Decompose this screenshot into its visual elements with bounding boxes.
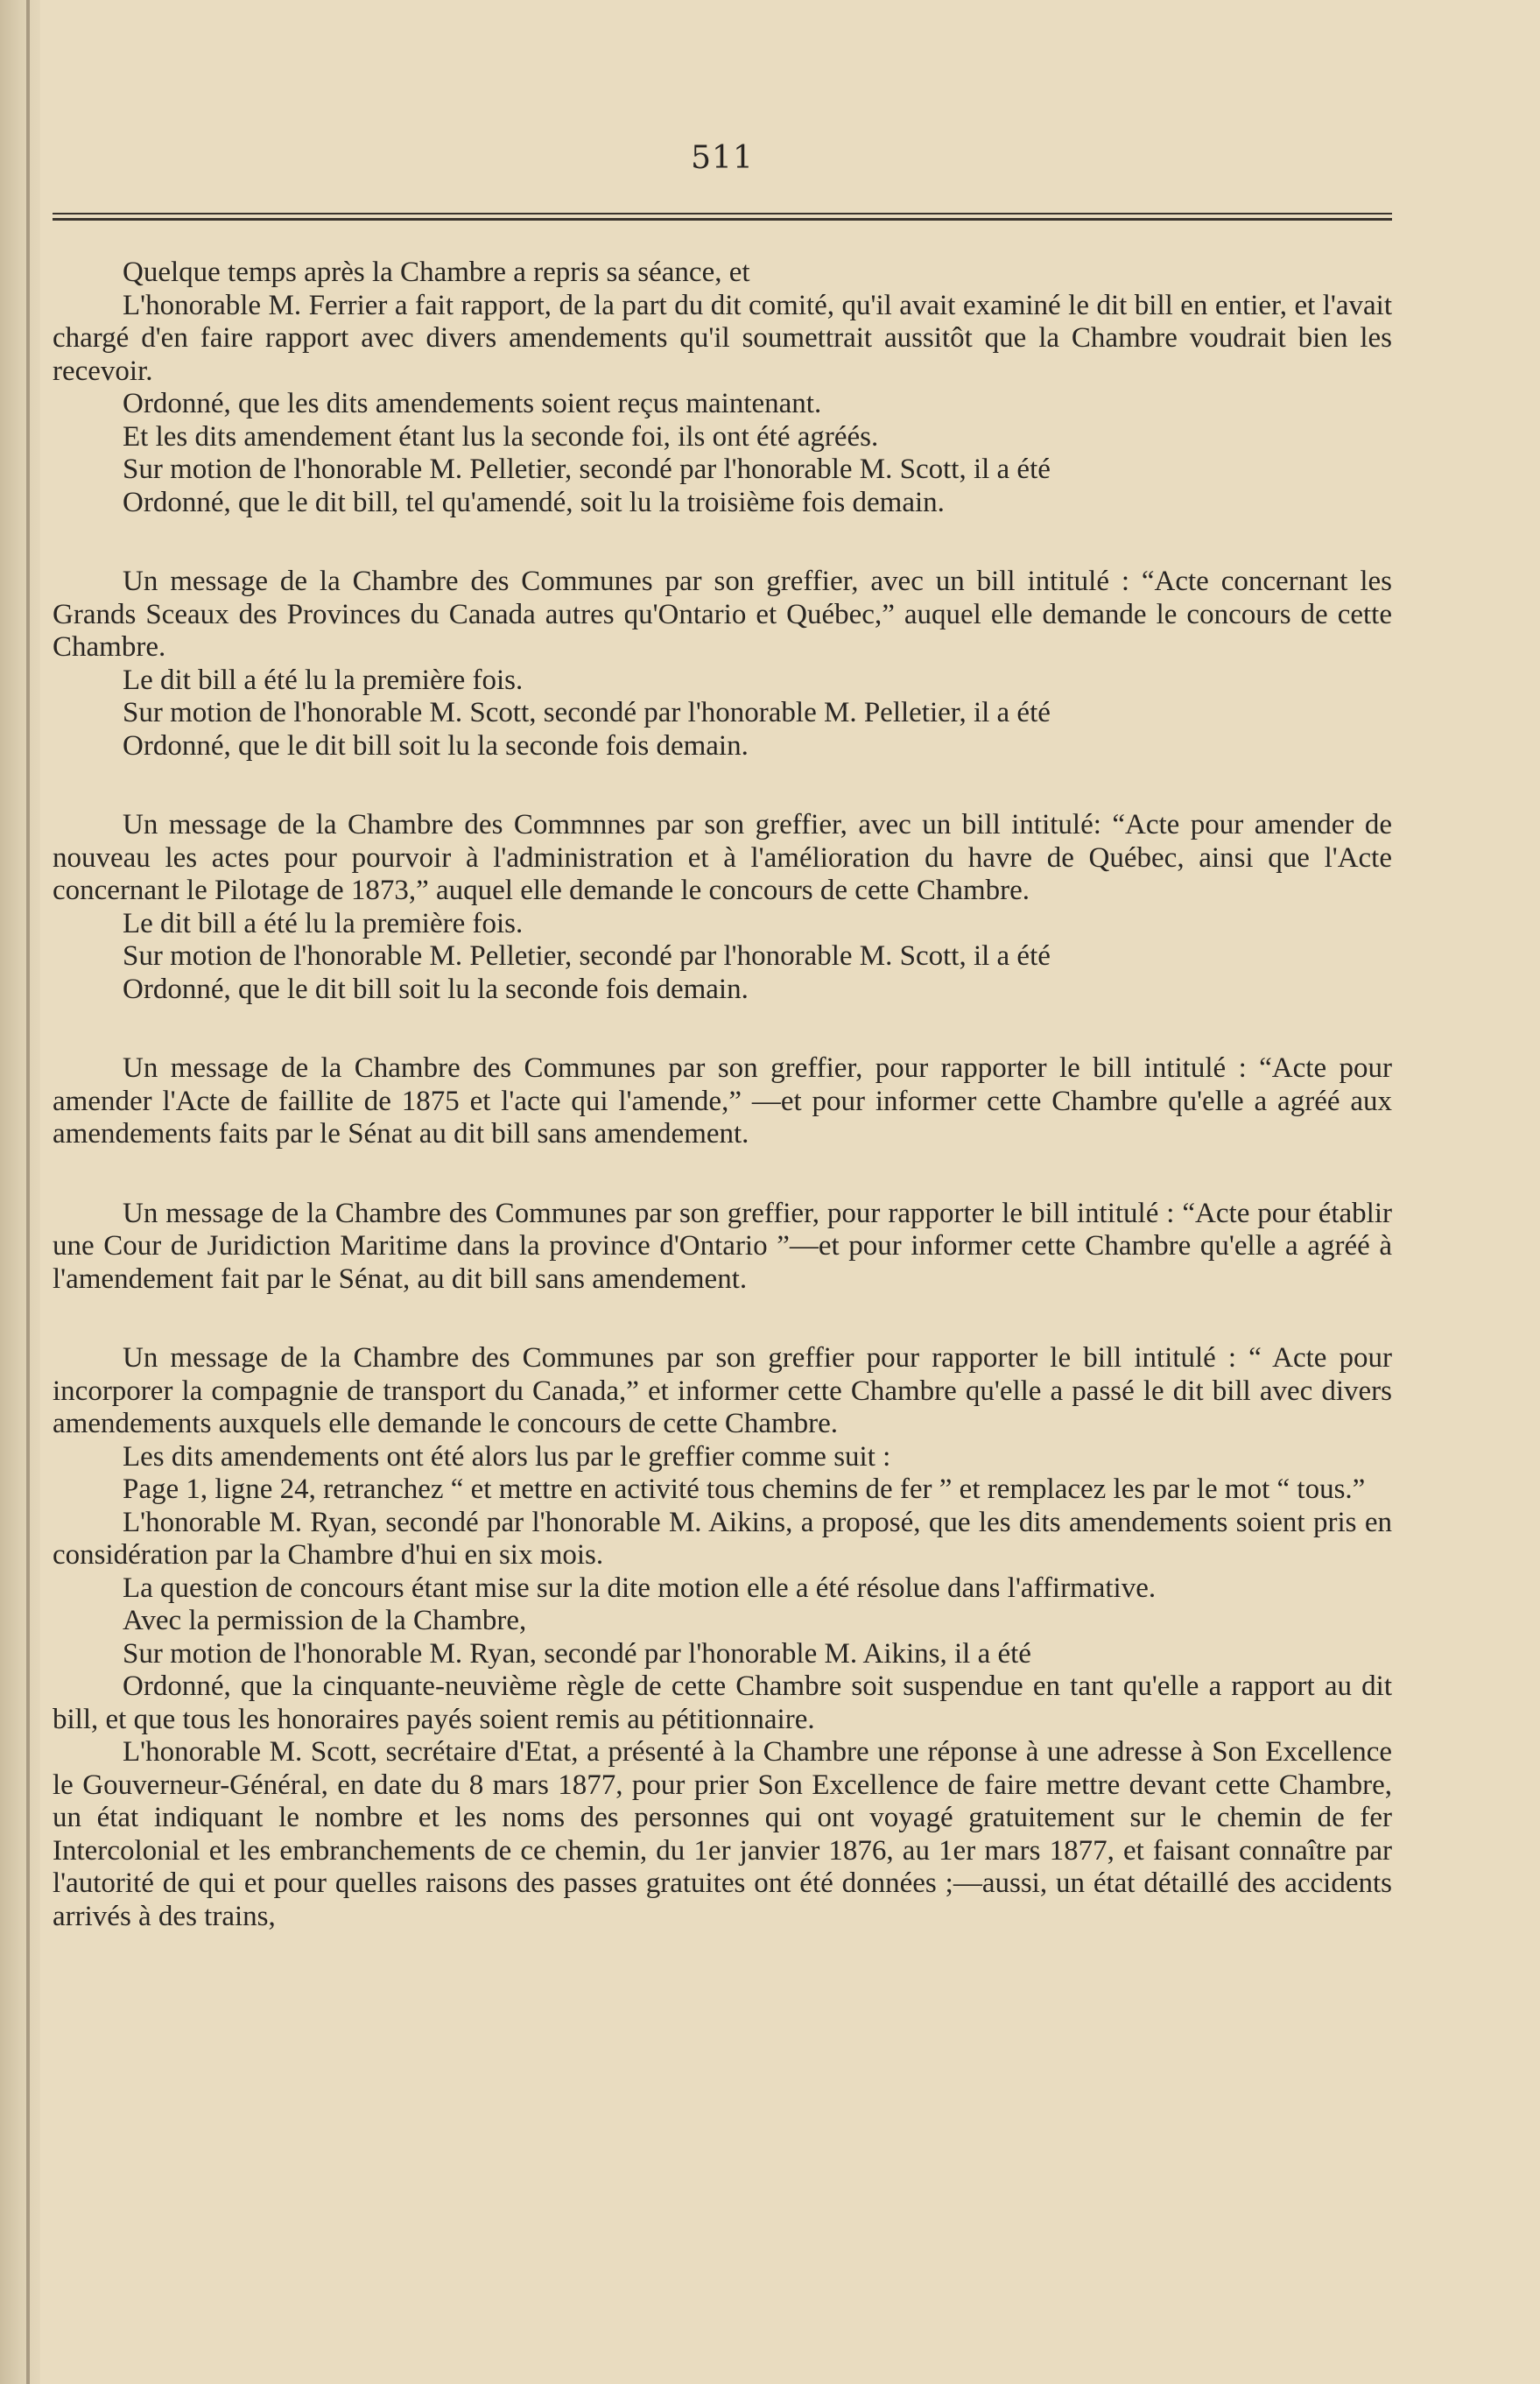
- text-block: [53, 1052, 1392, 1151]
- text-block: [53, 1198, 1392, 1297]
- document-body: [53, 257, 1392, 1933]
- paragraph: Le dit bill a été lu la première fois.: [123, 664, 524, 696]
- paragraph: Un message de la Chambre des Communes par son greffier, avec un bill intitulé : “Acte concernant les Grands Sceaux des Provinces du Canada autres qu'Ontario et Québec,” auquel elle demande le concours de cette Chambre.: [53, 566, 1392, 663]
- text-block: [53, 257, 1392, 519]
- paragraph: Un message de la Chambre des Commnnes par son greffier, avec un bill intitulé: “Acte pour amender de nouveau les actes pour pourvoir à l'administration et à l'amélioration du havre de Québec, ainsi que l'Acte concernant le Pilotage de 1873,” auquel elle demande le concours de cette Chambre.: [53, 809, 1392, 906]
- paragraph: Ordonné, que la cinquante-neuvième règle de cette Chambre soit suspendue en tant qu'elle a rapport au dit bill, et que tous les honoraires payés soient remis au pétitionnaire.: [53, 1670, 1392, 1735]
- header-rule: [53, 213, 1392, 222]
- paragraph: Sur motion de l'honorable M. Pelletier, secondé par l'honorable M. Scott, il a été: [123, 940, 1051, 972]
- text-block: [53, 809, 1392, 1006]
- text-block: [53, 566, 1392, 763]
- paragraph: Ordonné, que le dit bill, tel qu'amendé, soit lu la troisième fois demain.: [123, 486, 945, 518]
- paragraph: Page 1, ligne 24, retranchez “ et mettre en activité tous chemins de fer ” et remplacez les par le mot “ tous.”: [123, 1473, 1366, 1505]
- paragraph: Un message de la Chambre des Communes par son greffier pour rapporter le bill intitulé : “ Acte pour incorporer la compagnie de transport du Canada,” et informer cette Chambre qu'elle a passé le dit bill avec divers amendements auxquels elle demande le concours de cette Chambre.: [53, 1342, 1392, 1439]
- paragraph: L'honorable M. Scott, secrétaire d'Etat, a présenté à la Chambre une réponse à une adresse à Son Excellence le Gouverneur-Général, en date du 8 mars 1877, pour prier Son Excellence de faire mettre devant cette Chambre, un état indiquant le nombre et les noms des personnes qui ont voyagé gratuitement sur le chemin de fer Intercolonial et les embranchements de ce chemin, du 1er janvier 1876, au 1er mars 1877, et faisant connaître par l'autorité de qui et pour quelles raisons des passes gratuites ont été données ;—aussi, un état détaillé des accidents arrivés à des trains,: [53, 1736, 1392, 1932]
- paragraph: Sur motion de l'honorable M. Ryan, secondé par l'honorable M. Aikins, il a été: [123, 1637, 1031, 1670]
- paragraph: Ordonné, que les dits amendements soient reçus maintenant.: [123, 388, 822, 419]
- paragraph: Avec la permission de la Chambre,: [123, 1605, 527, 1636]
- paragraph: Un message de la Chambre des Communes par son greffier, pour rapporter le bill intitulé : “Acte pour établir une Cour de Juridiction Maritime dans la province d'Ontario ”—et pour informer cette Chambre qu'elle a agréé à l'amendement fait par le Sénat, au dit bill sans amendement.: [53, 1197, 1392, 1295]
- paragraph: L'honorable M. Ferrier a fait rapport, de la part du dit comité, qu'il avait examiné le dit bill en entier, et l'avait chargé d'en faire rapport avec divers amendements qu'il soumettrait aussitôt que la Chambre voudrait bien les recevoir.: [53, 289, 1392, 387]
- document-page: [53, 140, 1392, 1980]
- page-number: 511: [691, 140, 754, 176]
- paragraph: Sur motion de l'honorable M. Scott, secondé par l'honorable M. Pelletier, il a été: [123, 697, 1051, 728]
- book-binding-shadow: [0, 0, 40, 2384]
- paragraph: Le dit bill a été lu la première fois.: [123, 907, 524, 939]
- paragraph: Un message de la Chambre des Communes par son greffier, pour rapporter le bill intitulé : “Acte pour amender l'Acte de faillite de 1875 et l'acte qui l'amende,” —et pour informer cette Chambre qu'elle a agréé aux amendements faits par le Sénat au dit bill sans amendement.: [53, 1052, 1392, 1150]
- paragraph: Quelque temps après la Chambre a repris sa séance, et: [123, 257, 750, 288]
- paragraph: La question de concours étant mise sur la dite motion elle a été résolue dans l'affirmative.: [123, 1572, 1157, 1604]
- paragraph: Et les dits amendement étant lus la seconde foi, ils ont été agréés.: [123, 420, 879, 453]
- paragraph: L'honorable M. Ryan, secondé par l'honorable M. Aikins, a proposé, que les dits amendements soient pris en considération par la Chambre d'hui en six mois.: [53, 1506, 1392, 1571]
- paragraph: Ordonné, que le dit bill soit lu la seconde fois demain.: [123, 729, 749, 762]
- text-block: [53, 1342, 1392, 1933]
- binding-edge-line: [26, 0, 30, 2384]
- paragraph: Ordonné, que le dit bill soit lu la seconde fois demain.: [123, 973, 749, 1005]
- paragraph: Les dits amendements ont été alors lus par le greffier comme suit :: [123, 1440, 891, 1473]
- paragraph: Sur motion de l'honorable M. Pelletier, secondé par l'honorable M. Scott, il a été: [123, 454, 1051, 485]
